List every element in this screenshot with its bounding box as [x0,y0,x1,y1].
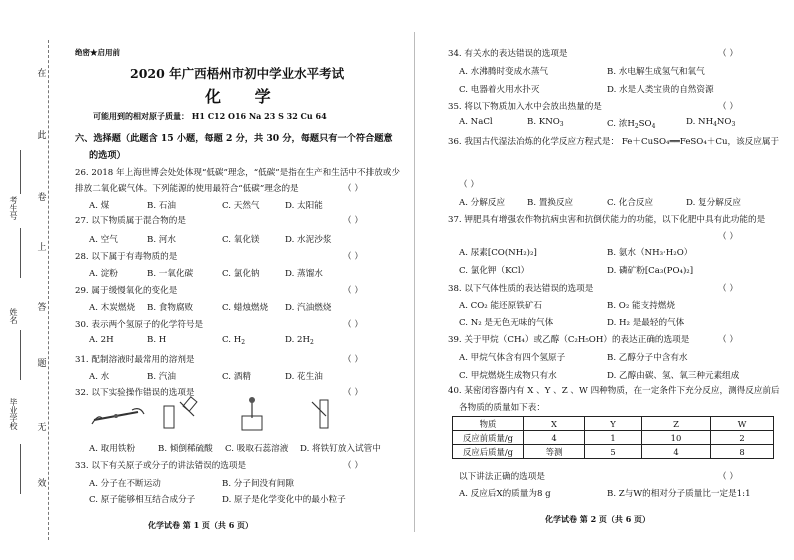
table-row [453,445,774,459]
answer-blank[interactable]: （ ） [343,320,363,330]
option-d: D. 水是人类宝贵的自然资源 [607,85,714,95]
question-stem: 40. 某密闭容器内有 X 、Y 、Z 、W 四种物质，在一定条件下充分反应，测得反应前后 [448,386,780,396]
option-b: B. 河水 [147,235,176,245]
table-cell: 等测 [524,445,585,459]
question-stem: 39. 关于甲烷（CH₄）或乙醇（C₂H₅OH）的表达正确的选项是 [448,335,690,345]
seal-char: 效 [36,476,48,489]
option-c: C. N₂ 是无色无味的气体 [459,318,554,328]
binding-margin [0,0,55,560]
option-b: B. 汽油 [147,372,176,382]
seal-char: 卷 [36,190,48,203]
table-cell: 反应前质量/g [453,431,524,445]
answer-blank[interactable]: （ ） [343,461,363,471]
option-c: C. 氧化镁 [222,235,260,245]
mass-table [452,416,774,459]
secret-label: 绝密★启用前 [75,48,120,57]
option-b: B. 置换反应 [527,198,574,208]
answer-blank[interactable]: （ ） [343,252,363,262]
option-c: C. 氯化钠 [222,269,260,279]
table-cell: 1 [585,431,642,445]
seal-char: 在 [36,66,48,79]
option-c: C. 酒精 [222,372,251,382]
question-stem: 27. 以下物质属于混合物的是 [75,216,186,226]
option-b: B. H [147,335,167,345]
option-a: A. 淀粉 [89,269,118,279]
section-heading: 六、选择题（此题含 15 小题，每题 2 分，共 30 分，每题只有一个符合题意 [75,133,393,144]
page-footer-left: 化学试卷 第 1 页（共 6 页） [148,520,254,530]
answer-blank[interactable]: （ ） [718,472,738,482]
option-a: A. CO₂ 能还原铁矿石 [459,301,543,311]
field-exam-number: 考生号 [9,196,18,220]
option-d: D. 太阳能 [285,201,323,211]
answer-blank[interactable]: （ ） [718,49,738,59]
field-line [20,150,21,194]
question-stem: 35. 将以下物质加入水中会放出热量的是 [448,102,602,112]
option-c: C. 电器着火用水扑灭 [459,85,540,95]
table-row [453,431,774,445]
option-a: A. 木炭燃烧 [89,303,136,313]
field-school: 毕业学校 [9,398,18,430]
option-b: B. 石油 [147,201,176,211]
table-cell: 4 [524,431,585,445]
answer-blank[interactable]: （ ） [343,184,363,194]
table-cell: 8 [711,445,774,459]
option-b: B. 一氧化碳 [147,269,194,279]
answer-blank[interactable]: （ ） [718,284,738,294]
question-stem: 排放二氧化碳气体。下列能源的使用最符合“低碳”理念的是 [75,184,299,194]
option-a: A. 煤 [89,201,110,211]
table-cell: 10 [642,431,711,445]
option-a: A. 取用铁粉 [89,444,136,454]
option-b: B. 水电解生成氢气和氧气 [607,67,705,77]
option-c: C. 原子能够相互结合成分子 [89,495,196,505]
option-b: B. O₂ 能支持燃烧 [607,301,675,311]
table-header-cell: Y [585,417,642,431]
option-b: B. $KNO_3$ [527,117,564,128]
field-name: 姓名 [9,308,18,324]
option-d: D. 蒸馏水 [285,269,323,279]
option-c: C. $H_2$ [222,335,246,346]
subject-title: 化 学 [205,87,285,106]
option-c: C. 浓$H_2SO_4$ [607,119,656,130]
option-d: D. 花生油 [285,372,323,382]
answer-blank[interactable]: （ ） [718,335,738,345]
table-header-cell: 物质 [453,417,524,431]
option-a: A. 尿素[CO(NH₂)₂] [459,248,537,258]
table-header-cell: W [711,417,774,431]
take-iron-powder-icon [88,398,148,434]
exam-title: 2020 年广西梧州市初中学业水平考试 [130,66,345,81]
option-b: B. 倾倒稀硫酸 [158,444,213,454]
option-a: A. 分子在不断运动 [89,479,161,489]
option-a: A. 水沸腾时变成水蒸气 [459,67,549,77]
answer-blank[interactable]: （ ） [459,180,479,190]
section-heading-cont: 的选项） [89,150,126,161]
seal-char: 上 [36,240,48,253]
question-stem: 32. 以下实验操作错误的选项是 [75,388,195,398]
option-d: D. H₂ 是最轻的气体 [607,318,685,328]
option-d: D. 原子是化学变化中的最小粒子 [222,495,346,505]
question-stem: 26. 2018 年上海世博会处处体现“低碳”理念，“低碳”是指在生产和生活中不排放或少 [75,168,400,178]
option-a: A. 分解反应 [459,198,506,208]
option-b: B. 氨水（NH₃·H₂O） [607,248,693,258]
option-a: A. 反应后X的质量为8 g [459,489,551,499]
question-stem: 31. 配制溶液时最常用的溶剂是 [75,355,195,365]
option-c: C. 天然气 [222,201,260,211]
option-d: D. $NH_4NO_3$ [686,117,736,128]
seal-dashed-line [48,40,49,540]
question-stem: 34. 有关水的表达错误的选项是 [448,49,568,59]
table-cell: 4 [642,445,711,459]
table-cell: 2 [711,431,774,445]
page-footer-right: 化学试卷 第 2 页（共 6 页） [545,514,651,524]
option-b: B. Z与W的相对分子质量比一定是1:1 [607,489,751,499]
answer-blank[interactable]: （ ） [343,216,363,226]
option-b: B. 分子间没有间隙 [222,479,294,489]
option-b: B. 乙醇分子中含有水 [607,353,688,363]
seal-char: 此 [36,128,48,141]
option-c: C. 甲烷燃烧生成物只有水 [459,371,557,381]
field-line [20,444,21,494]
option-a: A. NaCl [459,117,493,127]
option-d: D. $2H_2$ [285,335,314,346]
seal-char: 答 [36,300,48,313]
answer-blank[interactable]: （ ） [718,102,738,112]
option-d: D. 复分解反应 [686,198,742,208]
option-d: D. 将铁钉放入试管中 [300,444,381,454]
option-c: C. 氯化钾（KCl） [459,266,530,276]
table-cell: 反应后质量/g [453,445,524,459]
option-a: A. 水 [89,372,110,382]
answer-blank[interactable]: （ ） [343,286,363,296]
option-c: C. 化合反应 [607,198,654,208]
field-line [20,330,21,380]
question-stem: 33. 以下有关原子或分子的讲法错误的选项是 [75,461,247,471]
option-d: D. 汽油燃烧 [285,303,332,313]
iron-nail-tube-icon [302,396,348,436]
question-stem: 38. 以下气体性质的表达错误的选项是 [448,284,594,294]
option-b: B. 食物腐败 [147,303,194,313]
table-cell: 5 [585,445,642,459]
question-stem: 30. 表示两个氢原子的化学符号是 [75,320,204,330]
pour-acid-icon [158,396,204,436]
seal-char: 题 [36,356,48,369]
question-stem: 各物质的质量如下表： [459,403,545,413]
page-divider [414,32,415,532]
option-d: D. 乙醇由碳、氢、氧三种元素组成 [607,371,740,381]
question-stem: 28. 以下属于有毒物质的是 [75,252,178,262]
table-header-cell: Z [642,417,711,431]
table-header-cell: X [524,417,585,431]
question-stem: 37. 钾肥具有增强农作物抗病虫害和抗倒伏能力的功能，以下化肥中具有此功能的是 [448,215,766,225]
option-c: C. 吸取石蕊溶液 [225,444,289,454]
field-line [20,228,21,278]
question-stem: 29. 属于缓慢氧化的变化是 [75,286,178,296]
answer-blank[interactable]: （ ） [343,388,363,398]
answer-blank[interactable]: （ ） [343,355,363,365]
option-d: D. 水泥沙浆 [285,235,332,245]
dropper-litmus-icon [232,396,278,436]
option-d: D. 磷矿粉[Ca₃(PO₄)₂] [607,266,694,276]
seal-char: 无 [36,420,48,433]
option-a: A. 空气 [89,235,118,245]
table-header-row [453,417,774,431]
question-stem: 36. 我国古代湿法冶炼的化学反应方程式是： Fe＋CuSO₄══FeSO₄＋Cu，该反应属于 [448,137,780,147]
question-stem: 以下讲法正确的选项是 [459,472,545,482]
atomic-masses: 可能用到的相对原子质量： H1 C12 O16 Na 23 S 32 Cu 64 [93,111,327,121]
option-a: A. 甲烷气体含有四个氢原子 [459,353,566,363]
option-c: C. 蜡烛燃烧 [222,303,269,313]
answer-blank[interactable]: （ ） [718,232,738,242]
option-a: A. 2H [89,335,114,345]
